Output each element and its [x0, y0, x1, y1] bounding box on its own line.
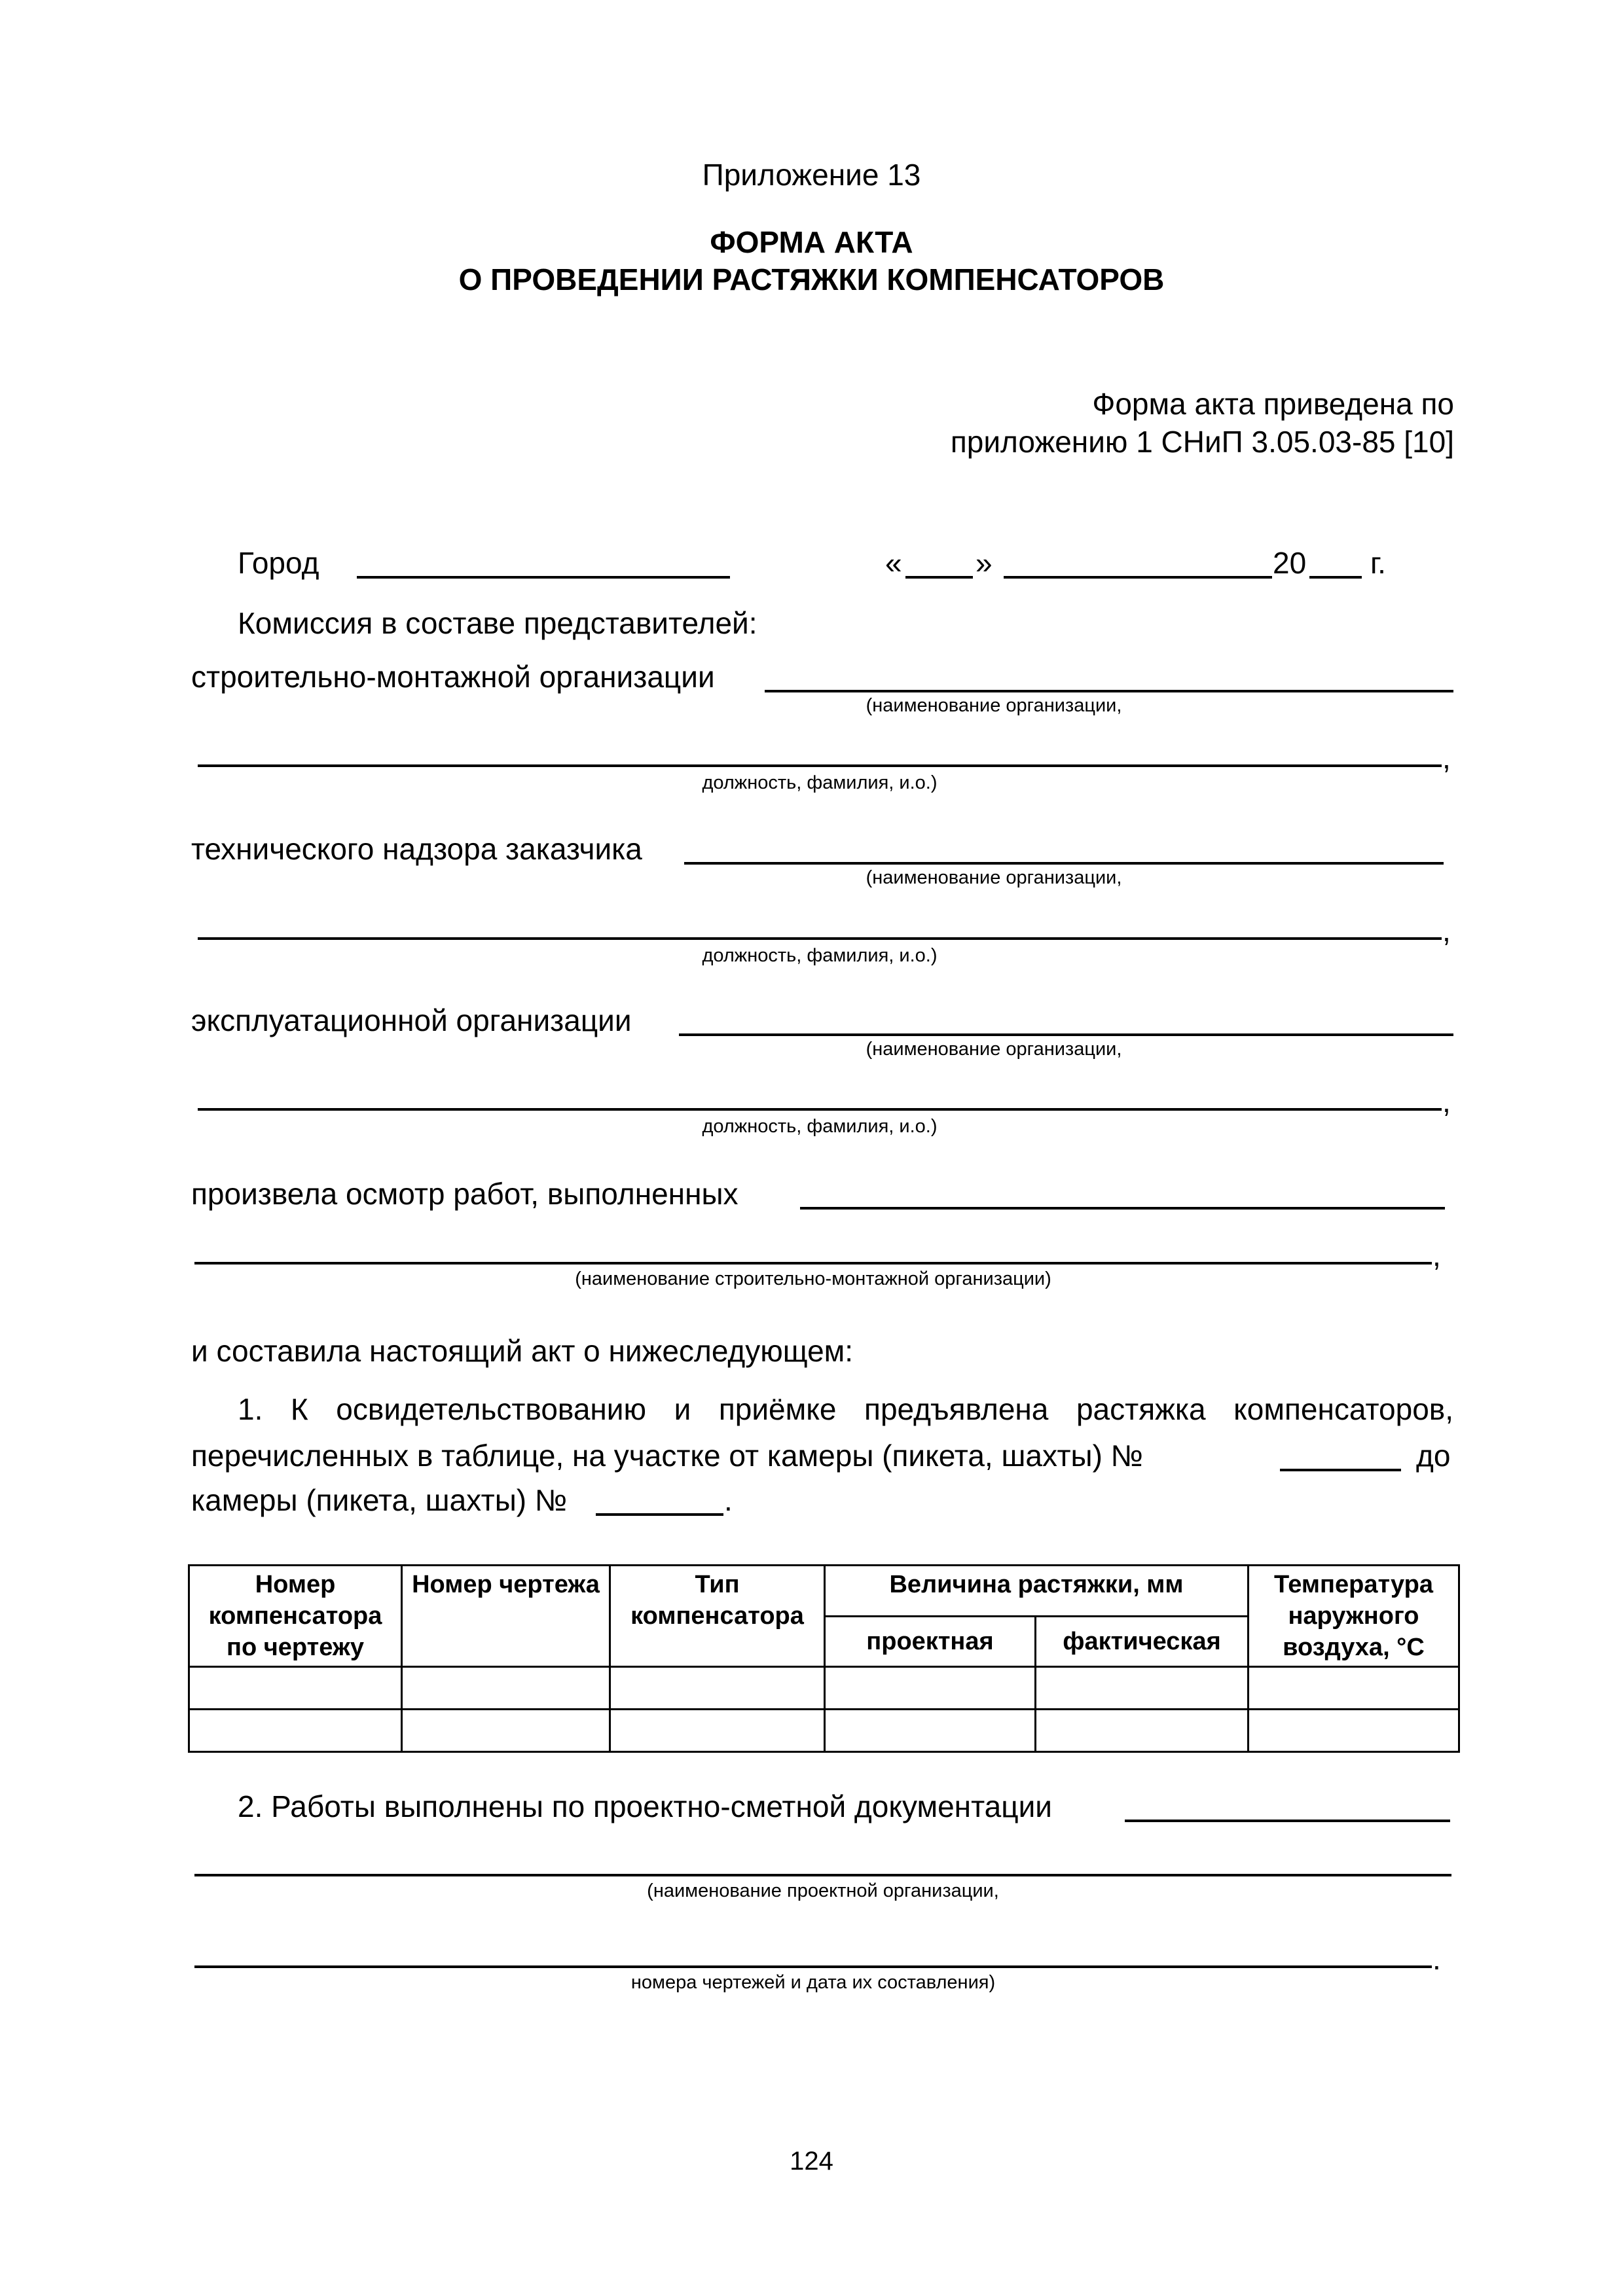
- note-line1: Форма акта приведена по: [1092, 387, 1454, 421]
- project-org-field[interactable]: [194, 1874, 1451, 1876]
- table-cell[interactable]: [1036, 1710, 1249, 1752]
- inspect-caption: (наименование строительно-монтажной организации): [575, 1268, 1051, 1289]
- org3-name-field[interactable]: [679, 1033, 1453, 1036]
- page-title-line2: О ПРОВЕДЕНИИ РАСТЯЖКИ КОМПЕНСАТОРОВ: [458, 262, 1165, 296]
- inspect-label: произвела осмотр работ, выполненных: [191, 1177, 739, 1211]
- compiled-label: и составила настоящий акт о нижеследующем:: [191, 1334, 854, 1368]
- item1-line2a: перечисленных в таблице, на участке от камеры (пикета, шахты) №: [191, 1439, 1144, 1473]
- inspect-field[interactable]: [800, 1207, 1445, 1210]
- city-label: Город: [238, 546, 319, 580]
- table-cell[interactable]: [1249, 1710, 1459, 1752]
- year-prefix: 20: [1273, 546, 1307, 580]
- org3-name-caption: (наименование организации,: [866, 1039, 1122, 1060]
- to-chamber-field[interactable]: [596, 1513, 723, 1516]
- org1-person-field[interactable]: [198, 764, 1442, 767]
- org1-person-caption: должность, фамилия, и.о.): [702, 772, 938, 793]
- org2-name-caption: (наименование организации,: [866, 867, 1122, 888]
- date-quote-open: «: [885, 546, 902, 580]
- inspect-field-2[interactable]: [194, 1262, 1432, 1265]
- page-number: 124: [790, 2147, 833, 2176]
- table-cell[interactable]: [825, 1710, 1036, 1752]
- org2-person-caption: должность, фамилия, и.о.): [702, 945, 938, 966]
- org2-person-field[interactable]: [198, 937, 1442, 940]
- table-row: [189, 1667, 1459, 1710]
- org1-label: строительно-монтажной организации: [191, 660, 715, 694]
- table-cell[interactable]: [1249, 1667, 1459, 1710]
- note-line2: приложению 1 СНиП 3.05.03-85 [10]: [950, 425, 1454, 459]
- org1-name-field[interactable]: [765, 690, 1453, 692]
- appendix-label: Приложение 13: [702, 158, 921, 192]
- item1-period: .: [724, 1483, 733, 1517]
- col-header-actual: фактическая: [1036, 1616, 1249, 1667]
- table-cell[interactable]: [189, 1710, 402, 1752]
- org3-person-caption: должность, фамилия, и.о.): [702, 1116, 938, 1137]
- project-docs-field[interactable]: [1125, 1820, 1450, 1822]
- org2-label: технического надзора заказчика: [191, 832, 642, 866]
- table-cell[interactable]: [1036, 1667, 1249, 1710]
- col-header-temperature: Температура наружного воздуха, °С: [1249, 1566, 1459, 1667]
- item2-label: 2. Работы выполнены по проектно-сметной документации: [238, 1789, 1052, 1823]
- from-chamber-field[interactable]: [1280, 1469, 1401, 1471]
- org1-comma: ,: [1442, 741, 1451, 775]
- table-cell[interactable]: [402, 1710, 610, 1752]
- drawings-period: .: [1432, 1942, 1441, 1976]
- org2-name-field[interactable]: [684, 862, 1444, 865]
- commission-label: Комиссия в составе представителей:: [238, 606, 757, 640]
- month-field[interactable]: [1004, 576, 1272, 579]
- year-suffix: г.: [1370, 546, 1386, 580]
- table-cell[interactable]: [402, 1667, 610, 1710]
- col-header-compensator-type: Тип компенсатора: [610, 1566, 825, 1667]
- table-cell[interactable]: [610, 1667, 825, 1710]
- col-header-compensator-number: Номер компенсатора по чертежу: [189, 1566, 402, 1667]
- table-cell[interactable]: [825, 1667, 1036, 1710]
- drawings-caption: номера чертежей и дата их составления): [630, 1972, 996, 1993]
- org3-person-field[interactable]: [198, 1108, 1442, 1111]
- project-org-caption: (наименование проектной организации,: [647, 1880, 999, 1901]
- org3-comma: ,: [1442, 1085, 1451, 1119]
- inspect-comma: ,: [1432, 1238, 1441, 1272]
- col-header-drawing-number: Номер чертежа: [402, 1566, 610, 1667]
- item1-line1: 1. К освидетельствованию и приёмке предъявлена растяжка компенсаторов,: [238, 1392, 1453, 1426]
- org3-label: эксплуатационной организации: [191, 1003, 632, 1037]
- item1-line3: камеры (пикета, шахты) №: [191, 1483, 568, 1517]
- page-title-line1: ФОРМА АКТА: [710, 225, 913, 259]
- date-quote-close: »: [976, 546, 993, 580]
- table-cell[interactable]: [189, 1667, 402, 1710]
- table-row: [189, 1710, 1459, 1752]
- org2-comma: ,: [1442, 914, 1451, 948]
- item1-line2b: до: [1416, 1439, 1451, 1473]
- org1-name-caption: (наименование организации,: [866, 695, 1122, 716]
- day-field[interactable]: [905, 576, 973, 579]
- drawings-field[interactable]: [194, 1965, 1432, 1968]
- col-header-stretch: Величина растяжки, мм: [825, 1566, 1249, 1617]
- year-field[interactable]: [1309, 576, 1362, 579]
- col-header-design: проектная: [825, 1616, 1036, 1667]
- compensators-table: [188, 1564, 1460, 1753]
- city-field[interactable]: [357, 576, 730, 579]
- table-cell[interactable]: [610, 1710, 825, 1752]
